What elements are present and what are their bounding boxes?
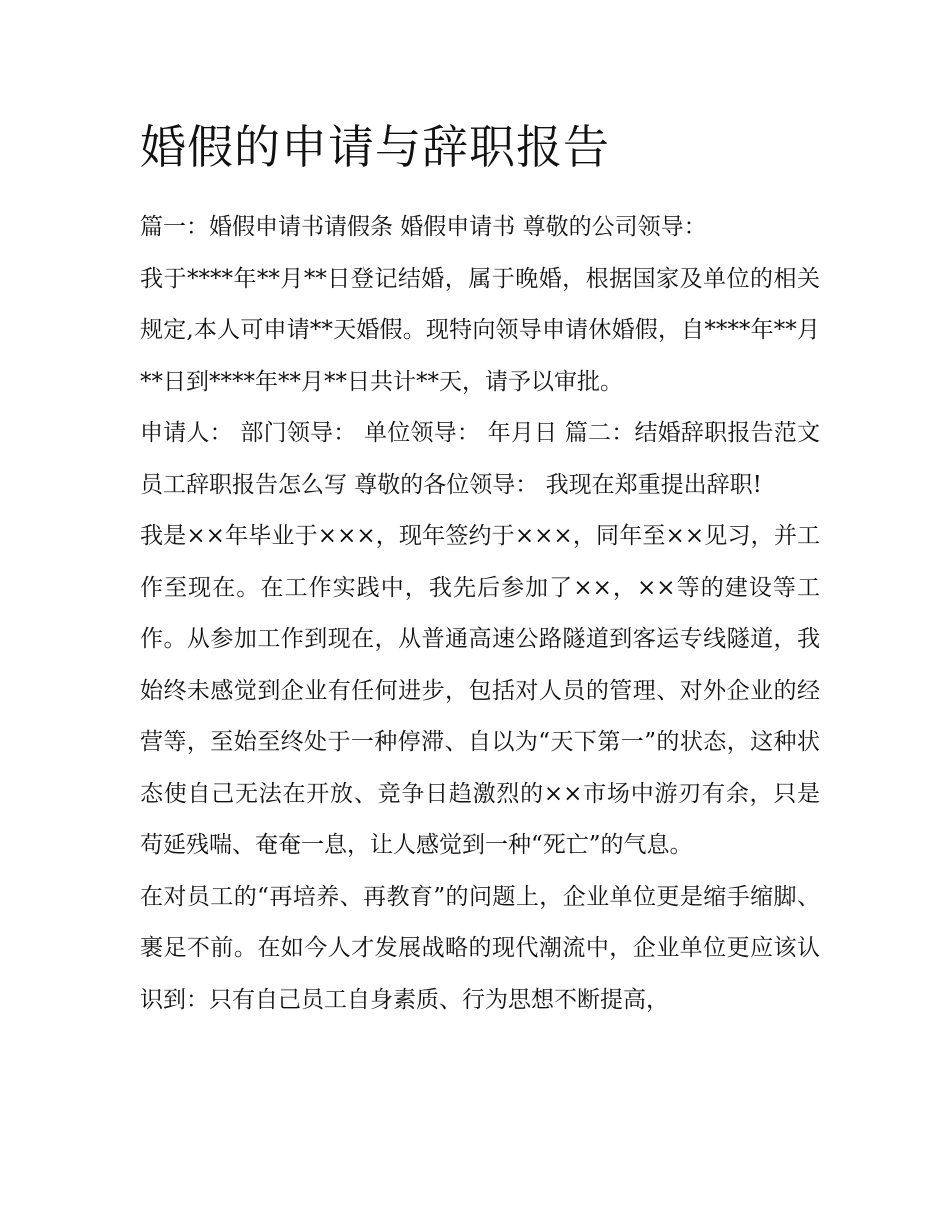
paragraph-work-history: 我是××年毕业于×××，现年签约于×××，同年至××见习，并工作至现在。在工作实践中，我先后参加了××，××等的建设等工作。从参加工作到现在，从普通高速公路隧道到客运专线隧道，我始终未感觉到企业有任何进步，包括对人员的管理、对外企业的经营等，至始至终处于一种停滞、自以为“天下第一”的状态，这种状态使自己无法在开放、竞争日趋激烈的××市场中游刃有余，只是苟延残喘、奄奄一息，让人感觉到一种“死亡”的气息。: [140, 523, 820, 858]
document-body: [140, 112, 820, 1026]
paragraph-staff-training: 在对员工的“再培养、再教育”的问题上，企业单位更是缩手缩脚、裹足不前。在如今人才发展战略的现代潮流中，企业单位更应该认识到：只有自己员工自身素质、行为思想不断提高，: [140, 883, 820, 1013]
document-title: 婚假的申请与辞职报告: [140, 120, 610, 174]
paragraph-signatures-resignation: 申请人： 部门领导： 单位领导： 年月日 篇二：结婚辞职报告范文 员工辞职报告怎么写 尊敬的各位领导： 我现在郑重提出辞职!: [140, 420, 820, 498]
paragraph-marriage-leave: 我于****年**月**日登记结婚，属于晚婚，根据国家及单位的相关规定,本人可申请**天婚假。现特向领导申请休婚假，自****年**月**日到****年**月**日共计**天，请予以审批。: [140, 265, 820, 395]
paragraph-intro: 篇一：婚假申请书请假条 婚假申请书 尊敬的公司领导：: [140, 214, 707, 240]
